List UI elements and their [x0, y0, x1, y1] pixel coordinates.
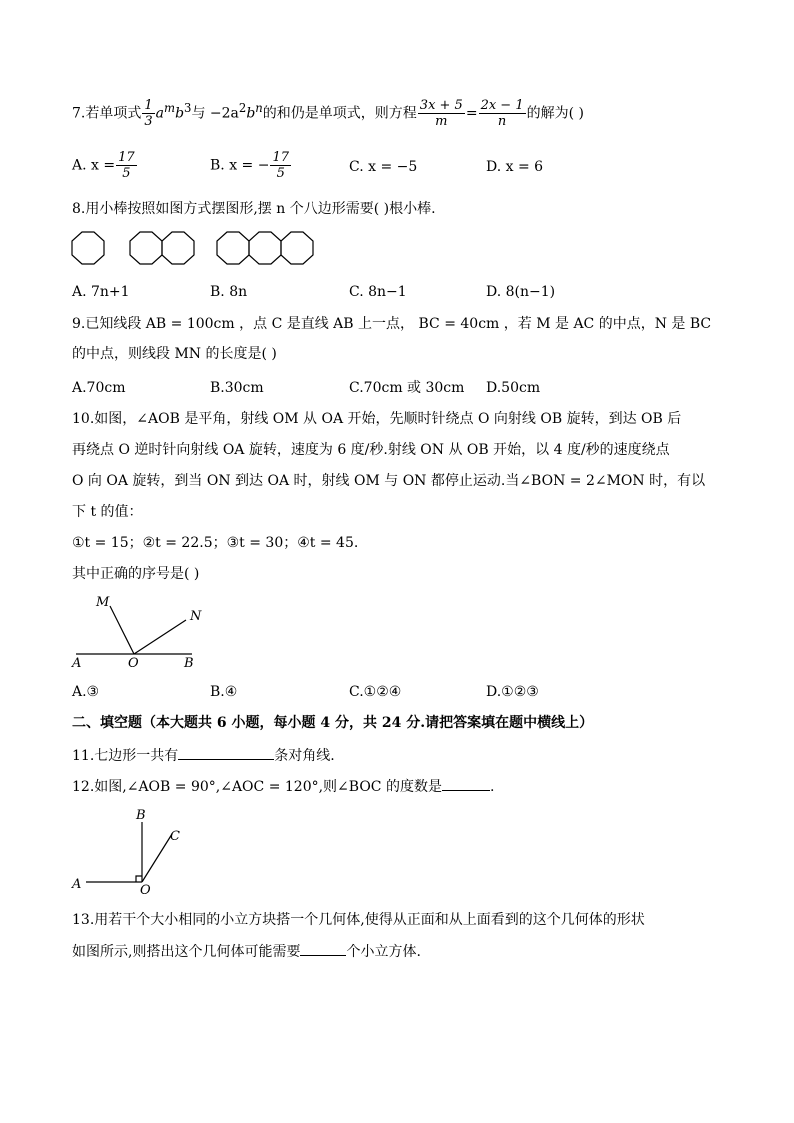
q12-stem: 12.如图,∠AOB = 90°,∠AOC = 120°,则∠BOC 的度数是 . [72, 776, 494, 797]
q8-option-b[interactable]: B. 8n [210, 284, 248, 300]
q10-stem-line1: 10.如图，∠AOB 是平角，射线 OM 从 OA 开始，先顺时针绕点 O 向射线 OB 旋转，到达 OB 后 [72, 411, 682, 427]
q10-angle-figure [72, 594, 212, 670]
label-B: B [184, 656, 194, 671]
q7-stem: 7.若单项式 $\frac{1}{3}$ $a^mb^3$与 $-2a^2b^n$的和仍是单项式，则方程 $\frac{3x + 5}{m}$ = $\frac{2x - 1}{n}$ 的解为( ) [72, 98, 584, 130]
q8-octagon-figure [72, 230, 312, 270]
q7-option-a[interactable]: A. x = $\frac{17}{5}$ [72, 150, 135, 181]
label-O: O [128, 656, 139, 671]
q9-option-a[interactable]: A.70cm [72, 380, 126, 396]
q10-stem-line4: 下 t 的值： [72, 504, 143, 520]
octagon-shape [249, 232, 281, 264]
q10-stem-line2: 再绕点 O 逆时针向射线 OA 旋转，速度为 6 度/秒.射线 ON 从 OB 开始，以 4 度/秒的速度绕点 [72, 442, 670, 458]
right-angle-mark [136, 876, 142, 882]
q10-stem-line6: 其中正确的序号是( ) [72, 566, 200, 582]
ray-OC [142, 834, 172, 882]
octagon-shape [72, 232, 104, 264]
octagon-shape [217, 232, 249, 264]
q9-stem-line1: 9.已知线段 AB = 100cm ，点 C 是直线 AB 上一点， BC = 40cm ，若 M 是 AC 的中点，N 是 BC [72, 316, 712, 332]
q7-fraction-left: $\frac{3x + 5}{m}$ [419, 98, 463, 130]
q9-option-d[interactable]: D.50cm [486, 380, 541, 396]
q12-angle-figure [72, 806, 192, 898]
ray-ON [134, 620, 186, 654]
q7-option-d[interactable]: D. x = 6 [486, 159, 544, 175]
q7-fraction-right: $\frac{2x - 1}{n}$ [480, 98, 524, 130]
octagon-shape [130, 232, 162, 264]
label-O: O [140, 883, 151, 898]
q8-stem: 8.用小棒按照如图方式摆图形,摆 n 个八边形需要( )根小棒. [72, 201, 436, 217]
q8-option-c[interactable]: C. 8n−1 [349, 284, 407, 300]
q13-answer-blank[interactable] [300, 941, 346, 956]
q11-stem: 11.七边形一共有 条对角线. [72, 745, 335, 766]
q9-option-c[interactable]: C.70cm 或 30cm [349, 380, 465, 396]
q7-option-b[interactable]: B. x = − $\frac{17}{5}$ [210, 150, 289, 181]
q13-stem-line2: 如图所示,则搭出这个几何体可能需要 个小立方体. [72, 941, 421, 962]
q8-option-a[interactable]: A. 7n+1 [72, 284, 130, 300]
ray-OM [110, 606, 134, 654]
label-A: A [72, 656, 82, 671]
q10-option-a[interactable]: A.③ [72, 684, 100, 700]
octagon-shape [162, 232, 194, 264]
q10-option-c[interactable]: C.①②④ [349, 684, 402, 700]
label-M: M [96, 595, 110, 610]
q7-option-c[interactable]: C. x = −5 [349, 159, 418, 175]
q10-stem-line3: O 向 OA 旋转，到当 ON 到达 OA 时，射线 OM 与 ON 都停止运动.当∠BON = 2∠MON 时，有以 [72, 473, 706, 489]
section-2-heading: 二、填空题（本大题共 6 小题，每小题 4 分，共 24 分.请把答案填在题中横线上） [72, 715, 594, 731]
q10-option-d[interactable]: D.①②③ [486, 684, 539, 700]
label-N: N [190, 609, 202, 624]
q9-option-b[interactable]: B.30cm [210, 380, 264, 396]
label-B: B [136, 808, 146, 823]
q7-fraction-1-3: $\frac{1}{3}$ [144, 98, 153, 130]
q10-stem-line5: ①t = 15；②t = 22.5；③t = 30；④t = 45. [72, 535, 359, 551]
q10-option-b[interactable]: B.④ [210, 684, 238, 700]
label-C: C [170, 829, 180, 844]
q7-text-a: 7.若单项式 [72, 105, 142, 122]
q12-answer-blank[interactable] [442, 776, 490, 791]
octagon-shape [281, 232, 313, 264]
q9-stem-line2: 的中点，则线段 MN 的长度是( ) [72, 346, 277, 362]
q8-option-d[interactable]: D. 8(n−1) [486, 284, 556, 300]
q13-stem-line1: 13.用若干个大小相同的小立方块搭一个几何体,使得从正面和从上面看到的这个几何体的形状 [72, 912, 645, 928]
label-A: A [72, 877, 82, 892]
q11-answer-blank[interactable] [178, 745, 274, 760]
